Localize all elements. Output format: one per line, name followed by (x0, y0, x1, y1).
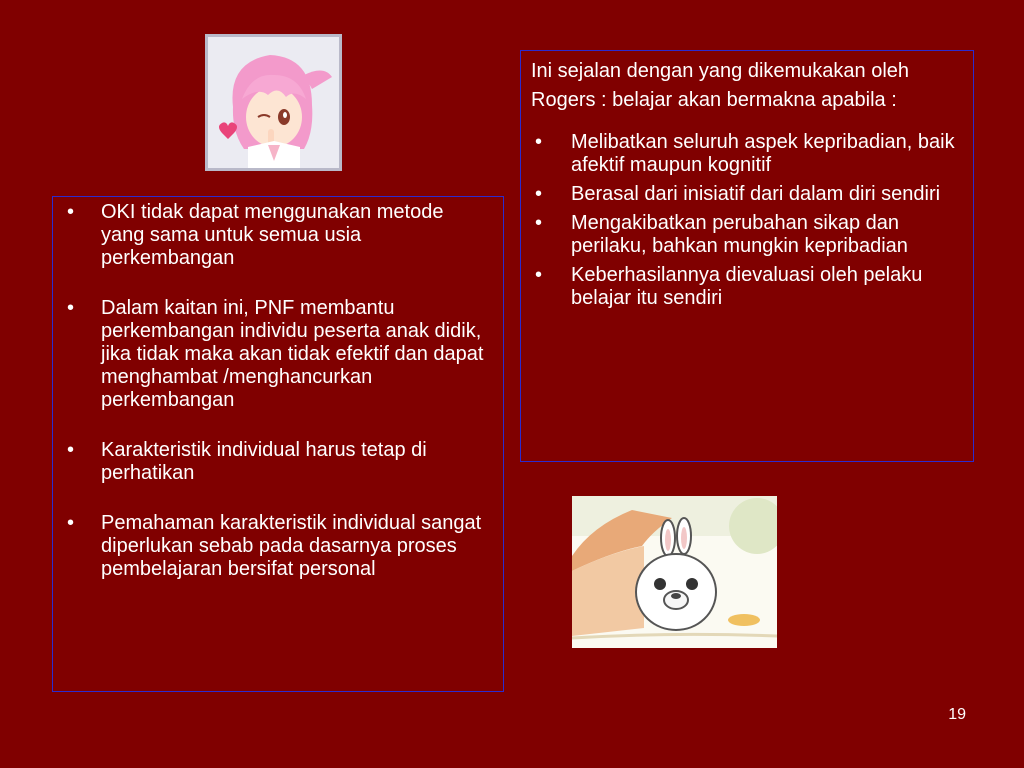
bullet-icon: • (67, 512, 75, 534)
bullet-icon: • (67, 439, 75, 461)
bullet-icon: • (67, 297, 75, 319)
list-item (61, 297, 491, 412)
left-text-box (52, 196, 504, 692)
bullet-text: Mengakibatkan perubahan sikap dan perilaku, bahkan mungkin kepribadian (571, 212, 908, 257)
bullet-text: Pemahaman karakteristik individual sangat diperlukan sebab pada dasarnya proses pembelajaran bersifat personal (101, 512, 482, 580)
list-item (531, 131, 963, 177)
bullet-text: OKI tidak dapat menggunakan metode yang sama untuk semua usia perkembangan (101, 201, 444, 269)
rabbit-cartoon-image (572, 496, 777, 648)
bullet-icon: • (67, 201, 75, 223)
list-item (531, 212, 963, 258)
list-item (61, 439, 491, 485)
bullet-icon: • (535, 183, 543, 205)
right-bullet-list (531, 131, 963, 310)
right-text-box (520, 50, 974, 462)
bullet-text: Dalam kaitan ini, PNF membantu perkembangan individu peserta anak didik, jika tidak maka akan tidak efektif dan dapat menghambat /menghancurkan perkembangan (101, 297, 484, 411)
bullet-text: Karakteristik individual harus tetap di perhatikan (101, 439, 427, 484)
bullet-text: Melibatkan seluruh aspek kepribadian, baik afektif maupun kognitif (571, 131, 955, 176)
page-number: 19 (948, 706, 966, 723)
bullet-icon: • (535, 131, 543, 153)
bullet-text: Keberhasilannya dievaluasi oleh pelaku belajar itu sendiri (571, 264, 923, 309)
list-item (61, 201, 491, 270)
list-item (61, 512, 491, 581)
anime-girl-image (205, 34, 342, 171)
rogers-intro-text: Ini sejalan dengan yang dikemukakan oleh Rogers : belajar akan bermakna apabila : (531, 60, 910, 111)
list-item (531, 183, 963, 206)
left-bullet-list (61, 201, 491, 581)
bullet-icon: • (535, 264, 543, 286)
bullet-icon: • (535, 212, 543, 234)
bullet-text: Berasal dari inisiatif dari dalam diri sendiri (571, 183, 941, 205)
list-item (531, 264, 963, 310)
